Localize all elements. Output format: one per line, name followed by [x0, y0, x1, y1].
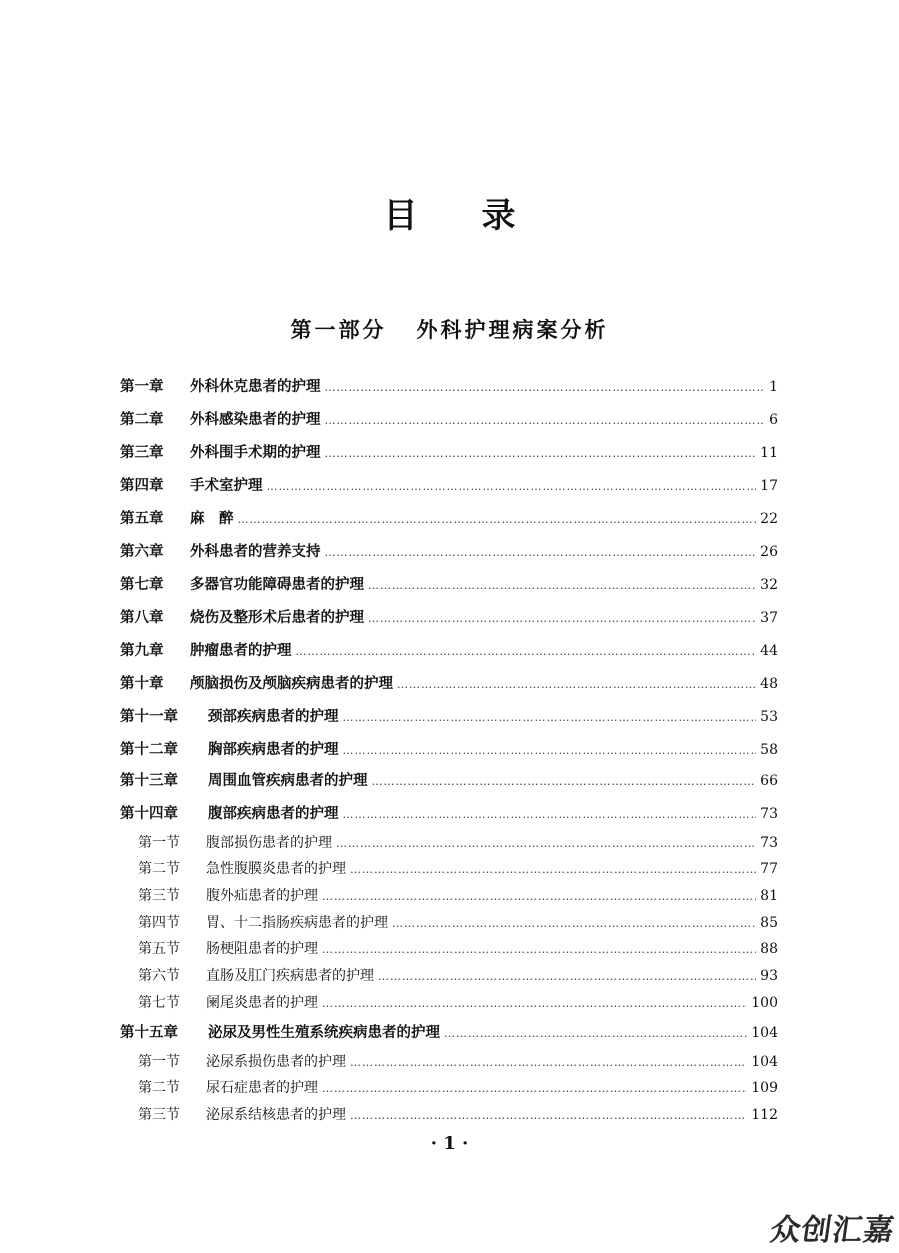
toc-entry-chapter[interactable] [120, 606, 778, 627]
entry-label: 第八章 [120, 609, 164, 626]
entry-label: 第五节 [138, 941, 180, 957]
leader-dots [350, 863, 756, 876]
entry-label: 第十一章 [120, 708, 178, 725]
entry-title: 烧伤及整形术后患者的护理 [190, 609, 364, 626]
part-name: 外科护理病案分析 [416, 317, 609, 342]
entry-title: 外科感染患者的护理 [190, 411, 321, 428]
entry-label: 第三节 [138, 888, 180, 904]
toc-entry-section[interactable] [138, 1104, 778, 1124]
entry-label: 第七节 [138, 995, 180, 1011]
toc-entry-section[interactable] [138, 938, 778, 958]
entry-title: 腹部损伤患者的护理 [206, 835, 332, 851]
entry-title: 多器官功能障碍患者的护理 [190, 576, 364, 593]
entry-title: 肿瘤患者的护理 [190, 642, 292, 659]
entry-label: 第三节 [138, 1107, 180, 1123]
leader-dots [325, 414, 766, 427]
entry-title: 外科休克患者的护理 [190, 378, 321, 395]
leader-dots [372, 775, 757, 788]
entry-page: 1 [769, 379, 778, 395]
title-char-1: 目 [383, 196, 418, 236]
entry-page: 112 [751, 1107, 778, 1123]
entry-label: 第六节 [138, 968, 180, 984]
leader-dots [350, 1056, 747, 1069]
toc-entry-section[interactable] [138, 832, 778, 852]
entry-page: 81 [760, 888, 778, 904]
leader-dots [325, 381, 766, 394]
entry-page: 17 [760, 478, 778, 494]
entry-label: 第二节 [138, 1080, 180, 1096]
entry-page: 44 [760, 643, 778, 659]
leader-dots [343, 744, 757, 757]
entry-label: 第五章 [120, 510, 164, 527]
entry-page: 104 [751, 1025, 778, 1041]
leader-dots [336, 837, 756, 850]
toc-entry-chapter[interactable] [120, 474, 778, 495]
toc-entry-chapter[interactable] [120, 540, 778, 561]
entry-title: 胃、十二指肠疾病患者的护理 [206, 915, 388, 931]
entry-page: 85 [760, 915, 778, 931]
leader-dots [444, 1027, 747, 1040]
entry-page: 100 [751, 995, 778, 1011]
entry-title: 尿石症患者的护理 [206, 1080, 318, 1096]
entry-page: 6 [769, 412, 778, 428]
leader-dots [296, 645, 757, 658]
entry-title: 急性腹膜炎患者的护理 [206, 861, 346, 877]
toc-entry-chapter[interactable] [120, 408, 778, 429]
toc-entry-section[interactable] [138, 885, 778, 905]
title-char-2: 录 [481, 196, 516, 236]
entry-title: 胸部疾病患者的护理 [208, 741, 339, 758]
toc-entry-chapter[interactable] [120, 639, 778, 660]
leader-dots [378, 970, 756, 983]
entry-title: 泌尿系结核患者的护理 [206, 1107, 346, 1123]
leader-dots [343, 711, 757, 724]
toc-entry-section[interactable] [138, 992, 778, 1012]
toc-entry-chapter[interactable] [120, 573, 778, 594]
leader-dots [368, 612, 756, 625]
entry-label: 第一章 [120, 378, 164, 395]
entry-page: 22 [760, 511, 778, 527]
entry-page: 66 [760, 773, 778, 789]
toc-entry-chapter[interactable] [120, 507, 778, 528]
entry-page: 109 [751, 1080, 778, 1096]
page-number-footer: · 1 · [430, 1133, 469, 1154]
leader-dots [322, 997, 747, 1010]
entry-title: 手术室护理 [190, 477, 263, 494]
leader-dots [368, 579, 756, 592]
entry-title: 泌尿系损伤患者的护理 [206, 1054, 346, 1070]
toc-entry-chapter[interactable] [120, 705, 778, 726]
leader-dots [267, 480, 757, 493]
entry-label: 第十四章 [120, 805, 178, 822]
entry-label: 第十章 [120, 675, 164, 692]
toc-entry-chapter[interactable] [120, 375, 778, 396]
entry-label: 第四章 [120, 477, 164, 494]
toc-entry-chapter[interactable] [120, 769, 778, 790]
toc-entry-chapter[interactable] [120, 441, 778, 462]
entry-label: 第十五章 [120, 1024, 178, 1041]
entry-label: 第七章 [120, 576, 164, 593]
entry-page: 37 [760, 610, 778, 626]
entry-page: 26 [760, 544, 778, 560]
entry-label: 第四节 [138, 915, 180, 931]
leader-dots [322, 890, 756, 903]
toc-entry-section[interactable] [138, 1051, 778, 1071]
entry-title: 颅脑损伤及颅脑疾病患者的护理 [190, 675, 393, 692]
entry-label: 第一节 [138, 835, 180, 851]
entry-page: 32 [760, 577, 778, 593]
entry-page: 58 [760, 742, 778, 758]
entry-label: 第二节 [138, 861, 180, 877]
entry-title: 腹部疾病患者的护理 [208, 805, 339, 822]
entry-title: 阑尾炎患者的护理 [206, 995, 318, 1011]
entry-label: 第九章 [120, 642, 164, 659]
toc-entry-chapter[interactable] [120, 738, 778, 759]
toc-entry-chapter[interactable] [120, 672, 778, 693]
leader-dots [238, 513, 757, 526]
entry-title: 外科患者的营养支持 [190, 543, 321, 560]
entry-page: 73 [760, 835, 778, 851]
leader-dots [397, 678, 756, 691]
entry-title: 颈部疾病患者的护理 [208, 708, 339, 725]
entry-title: 泌尿及男性生殖系统疾病患者的护理 [208, 1024, 440, 1041]
entry-label: 第三章 [120, 444, 164, 461]
entry-title: 麻 醉 [190, 510, 234, 527]
entry-label: 第六章 [120, 543, 164, 560]
leader-dots [343, 808, 757, 821]
entry-title: 肠梗阻患者的护理 [206, 941, 318, 957]
part-label: 第一部分 [290, 317, 387, 342]
toc-entry-section[interactable] [138, 1077, 778, 1097]
leader-dots [325, 447, 757, 460]
entry-title: 腹外疝患者的护理 [206, 888, 318, 904]
entry-title: 直肠及肛门疾病患者的护理 [206, 968, 374, 984]
entry-title: 外科围手术期的护理 [190, 444, 321, 461]
entry-page: 53 [760, 709, 778, 725]
toc-entry-section[interactable] [138, 965, 778, 985]
leader-dots [350, 1109, 747, 1122]
entry-page: 73 [760, 806, 778, 822]
page-title [0, 188, 899, 237]
toc-entry-section[interactable] [138, 858, 778, 878]
entry-page: 77 [760, 861, 778, 877]
entry-label: 第一节 [138, 1054, 180, 1070]
leader-dots [322, 1082, 747, 1095]
entry-page: 93 [760, 968, 778, 984]
entry-title: 周围血管疾病患者的护理 [208, 772, 368, 789]
entry-page: 104 [751, 1054, 778, 1070]
toc-entry-section[interactable] [138, 912, 778, 932]
toc-entry-chapter[interactable] [120, 1021, 778, 1042]
entry-label: 第二章 [120, 411, 164, 428]
part-heading [0, 314, 899, 344]
entry-page: 48 [760, 676, 778, 692]
entry-label: 第十三章 [120, 772, 178, 789]
toc-entry-chapter[interactable] [120, 802, 778, 823]
entry-label: 第十二章 [120, 741, 178, 758]
leader-dots [325, 546, 757, 559]
entry-page: 11 [760, 445, 778, 461]
leader-dots [322, 943, 756, 956]
entry-page: 88 [760, 941, 778, 957]
leader-dots [392, 917, 756, 930]
watermark-logo: 众创汇嘉 [768, 1213, 897, 1248]
